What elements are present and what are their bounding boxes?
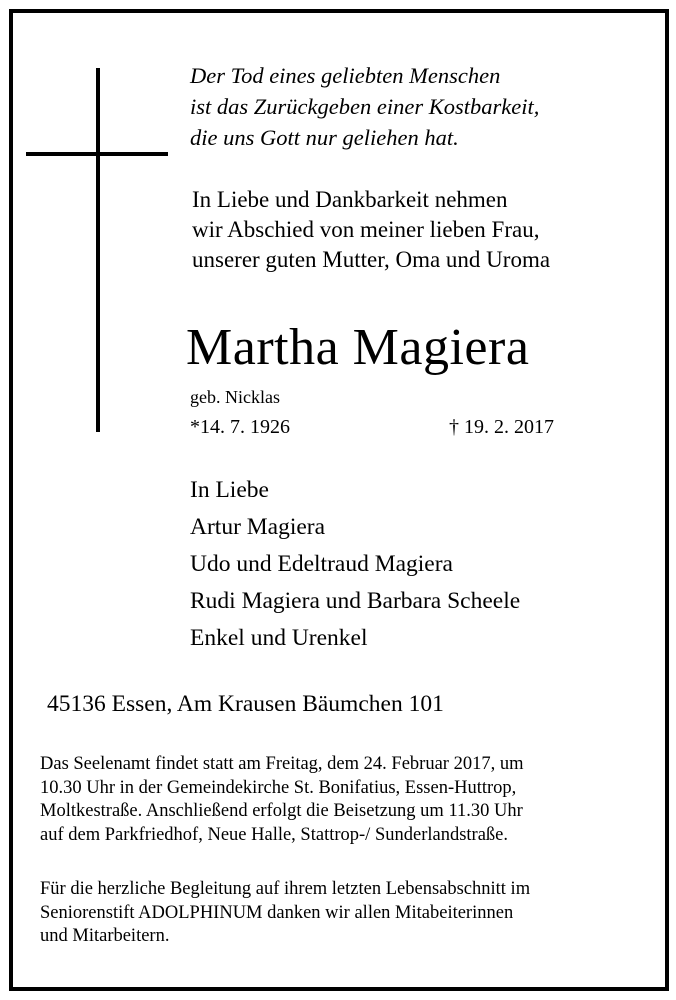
quote-line: Der Tod eines geliebten Menschen	[190, 63, 501, 88]
mourner-line: Rudi Magiera und Barbara Scheele	[190, 588, 521, 614]
quote-line: die uns Gott nur geliehen hat.	[190, 125, 459, 150]
deceased-name: Martha Magiera	[186, 319, 530, 376]
mourner-line: Artur Magiera	[190, 514, 326, 540]
mourner-line: Udo und Edeltraud Magiera	[190, 551, 453, 577]
memorial-quote	[190, 60, 539, 153]
service-announcement	[40, 753, 523, 847]
death-date: † 19. 2. 2017	[449, 416, 554, 438]
thanks-line: Seniorenstift ADOLPHINUM danken wir allen Mitabeiterinnen	[40, 902, 514, 923]
service-line: Moltkestraße. Anschließend erfolgt die Beisetzung um 11.30 Uhr	[40, 801, 523, 821]
intro-line: unserer guten Mutter, Oma und Uroma	[192, 247, 551, 272]
thanks-note	[40, 878, 530, 949]
cross-horizontal-bar	[26, 152, 168, 156]
mourner-line: Enkel und Urenkel	[190, 625, 368, 651]
thanks-line: Für die herzliche Begleitung auf ihrem letzten Lebensabschnitt im	[40, 879, 531, 899]
family-address: 45136 Essen, Am Krausen Bäumchen 101	[47, 691, 444, 717]
mourners-list	[190, 472, 520, 657]
mourner-line: In Liebe	[190, 477, 269, 503]
quote-line: ist das Zurückgeben einer Kostbarkeit,	[190, 94, 540, 119]
maiden-name: geb. Nicklas	[190, 387, 280, 407]
thanks-line: und Mitarbeitern.	[40, 926, 170, 946]
birth-date: *14. 7. 1926	[190, 416, 290, 438]
service-line: 10.30 Uhr in der Gemeindekirche St. Bonifatius, Essen-Huttrop,	[40, 777, 517, 798]
farewell-intro	[192, 185, 550, 275]
intro-line: In Liebe und Dankbarkeit nehmen	[192, 187, 508, 212]
intro-line: wir Abschied von meiner lieben Frau,	[192, 217, 540, 242]
cross-vertical-bar	[96, 68, 100, 432]
service-line: auf dem Parkfriedhof, Neue Halle, Stattrop-/ Sunderlandstraße.	[40, 824, 509, 845]
service-line: Das Seelenamt findet statt am Freitag, dem 24. Februar 2017, um	[40, 754, 524, 774]
